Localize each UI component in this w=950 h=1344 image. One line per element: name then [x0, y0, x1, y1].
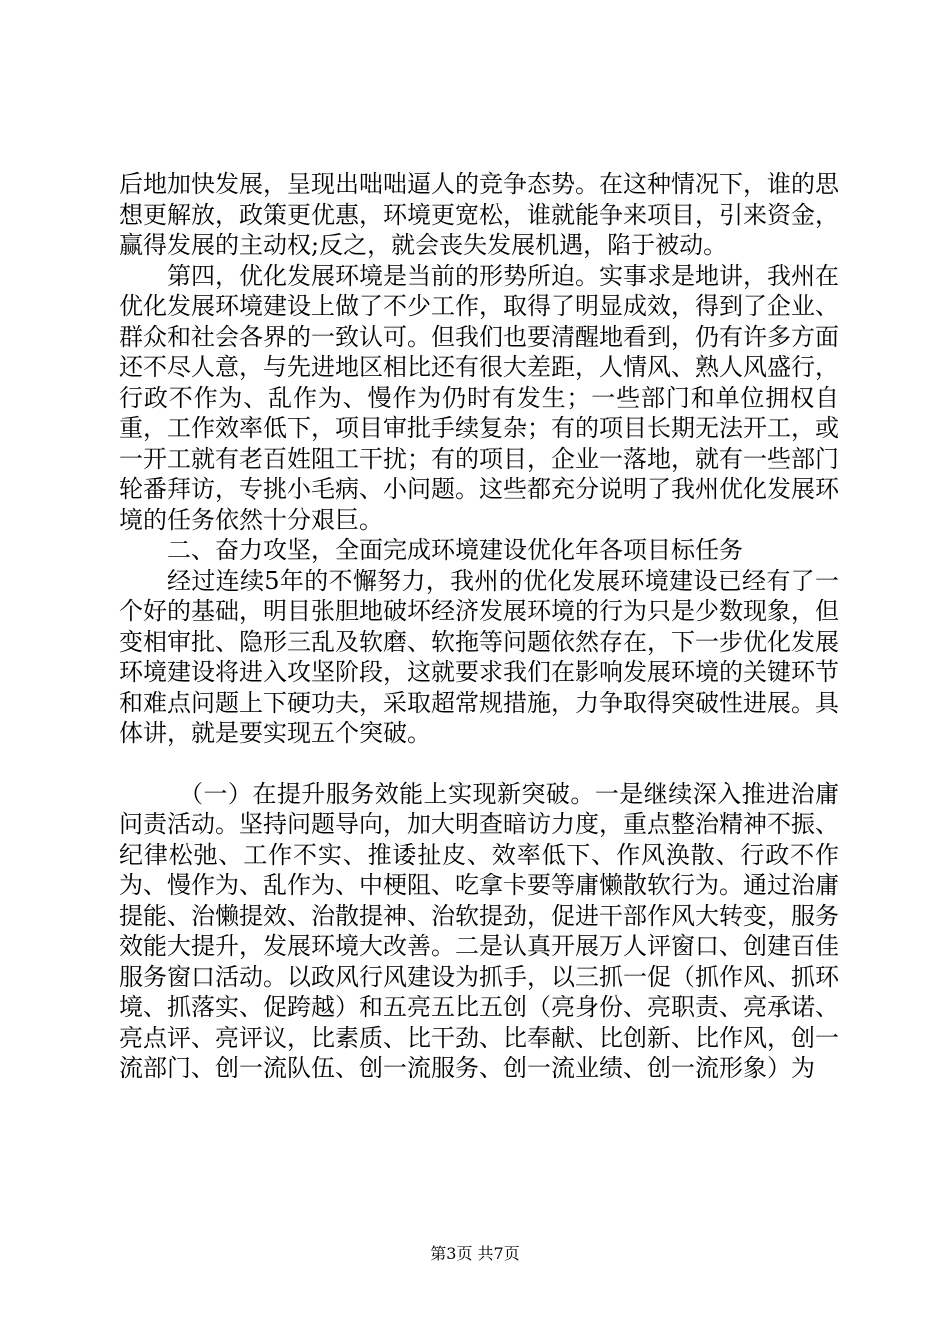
section-heading-two: 二、奋力攻坚，全面完成环境建设优化年各项目标任务 — [167, 536, 743, 564]
paragraph-fourth-point: 第四，优化发展环境是当前的形势所迫。实事求是地讲，我州在优化发展环境建设上做了不少工作，取得了明显成效，得到了企业、群众和社会各界的一致认可。但我们也要清醒地看到，仍有许多方面还不尽人意，与先进地区相比还有很大差距，人情风、熟人风盛行，行政不作为、乱作为、慢作为仍时有发生；一些部门和单位拥权自重，工作效率低下，项目审批手续复杂；有的项目长期无法开工，或一开工就有老百姓阻工干扰；有的项目，企业一落地，就有一些部门轮番拜访，专挑小毛病、小问题。这些都充分说明了我州优化发展环境的任务依然十分艰巨。 — [119, 261, 839, 534]
page-number-footer: 第3页 共7页 — [430, 1244, 520, 1263]
paragraph-breakthrough-one: （一）在提升服务效能上实现新突破。一是继续深入推进治庸问责活动。坚持问题导向，加大明查暗访力度，重点整治精神不振、纪律松弛、工作不实、推诿扯皮、效率低下、作风涣散、行政不作为、慢作为、乱作为、中梗阻、吃拿卡要等庸懒散软行为。通过治庸提能、治懒提效、治散提神、治软提劲，促进干部作风大转变，服务效能大提升，发展环境大改善。二是认真开展万人评窗口、创建百佳服务窗口活动。以政风行风建设为抓手，以三抓一促（抓作风、抓环境、抓落实、促跨越）和五亮五比五创（亮身份、亮职责、亮承诺、亮点评、亮评议，比素质、比干劲、比奉献、比创新、比作风，创一流部门、创一流队伍、创一流服务、创一流业绩、创一流形象）为 — [119, 779, 839, 1082]
paragraph-continuation: 后地加快发展，呈现出咄咄逼人的竞争态势。在这种情况下，谁的思想更解放，政策更优惠，环境更宽松，谁就能争来项目，引来资金，赢得发展的主动权;反之，就会丧失发展机遇，陷于被动。 — [119, 170, 839, 259]
paragraph-section-two-intro: 经过连续5年的不懈努力，我州的优化发展环境建设已经有了一个好的基础，明目张胆地破坏经济发展环境的行为只是少数现象，但变相审批、隐形三乱及软磨、软拖等问题依然存在，下一步优化发展环境建设将进入攻坚阶段，这就要求我们在影响发展环境的关键环节和难点问题上下硬功夫，采取超常规措施，力争取得突破性进展。具体讲，就是要实现五个突破。 — [119, 566, 839, 747]
document-body — [119, 169, 839, 1084]
